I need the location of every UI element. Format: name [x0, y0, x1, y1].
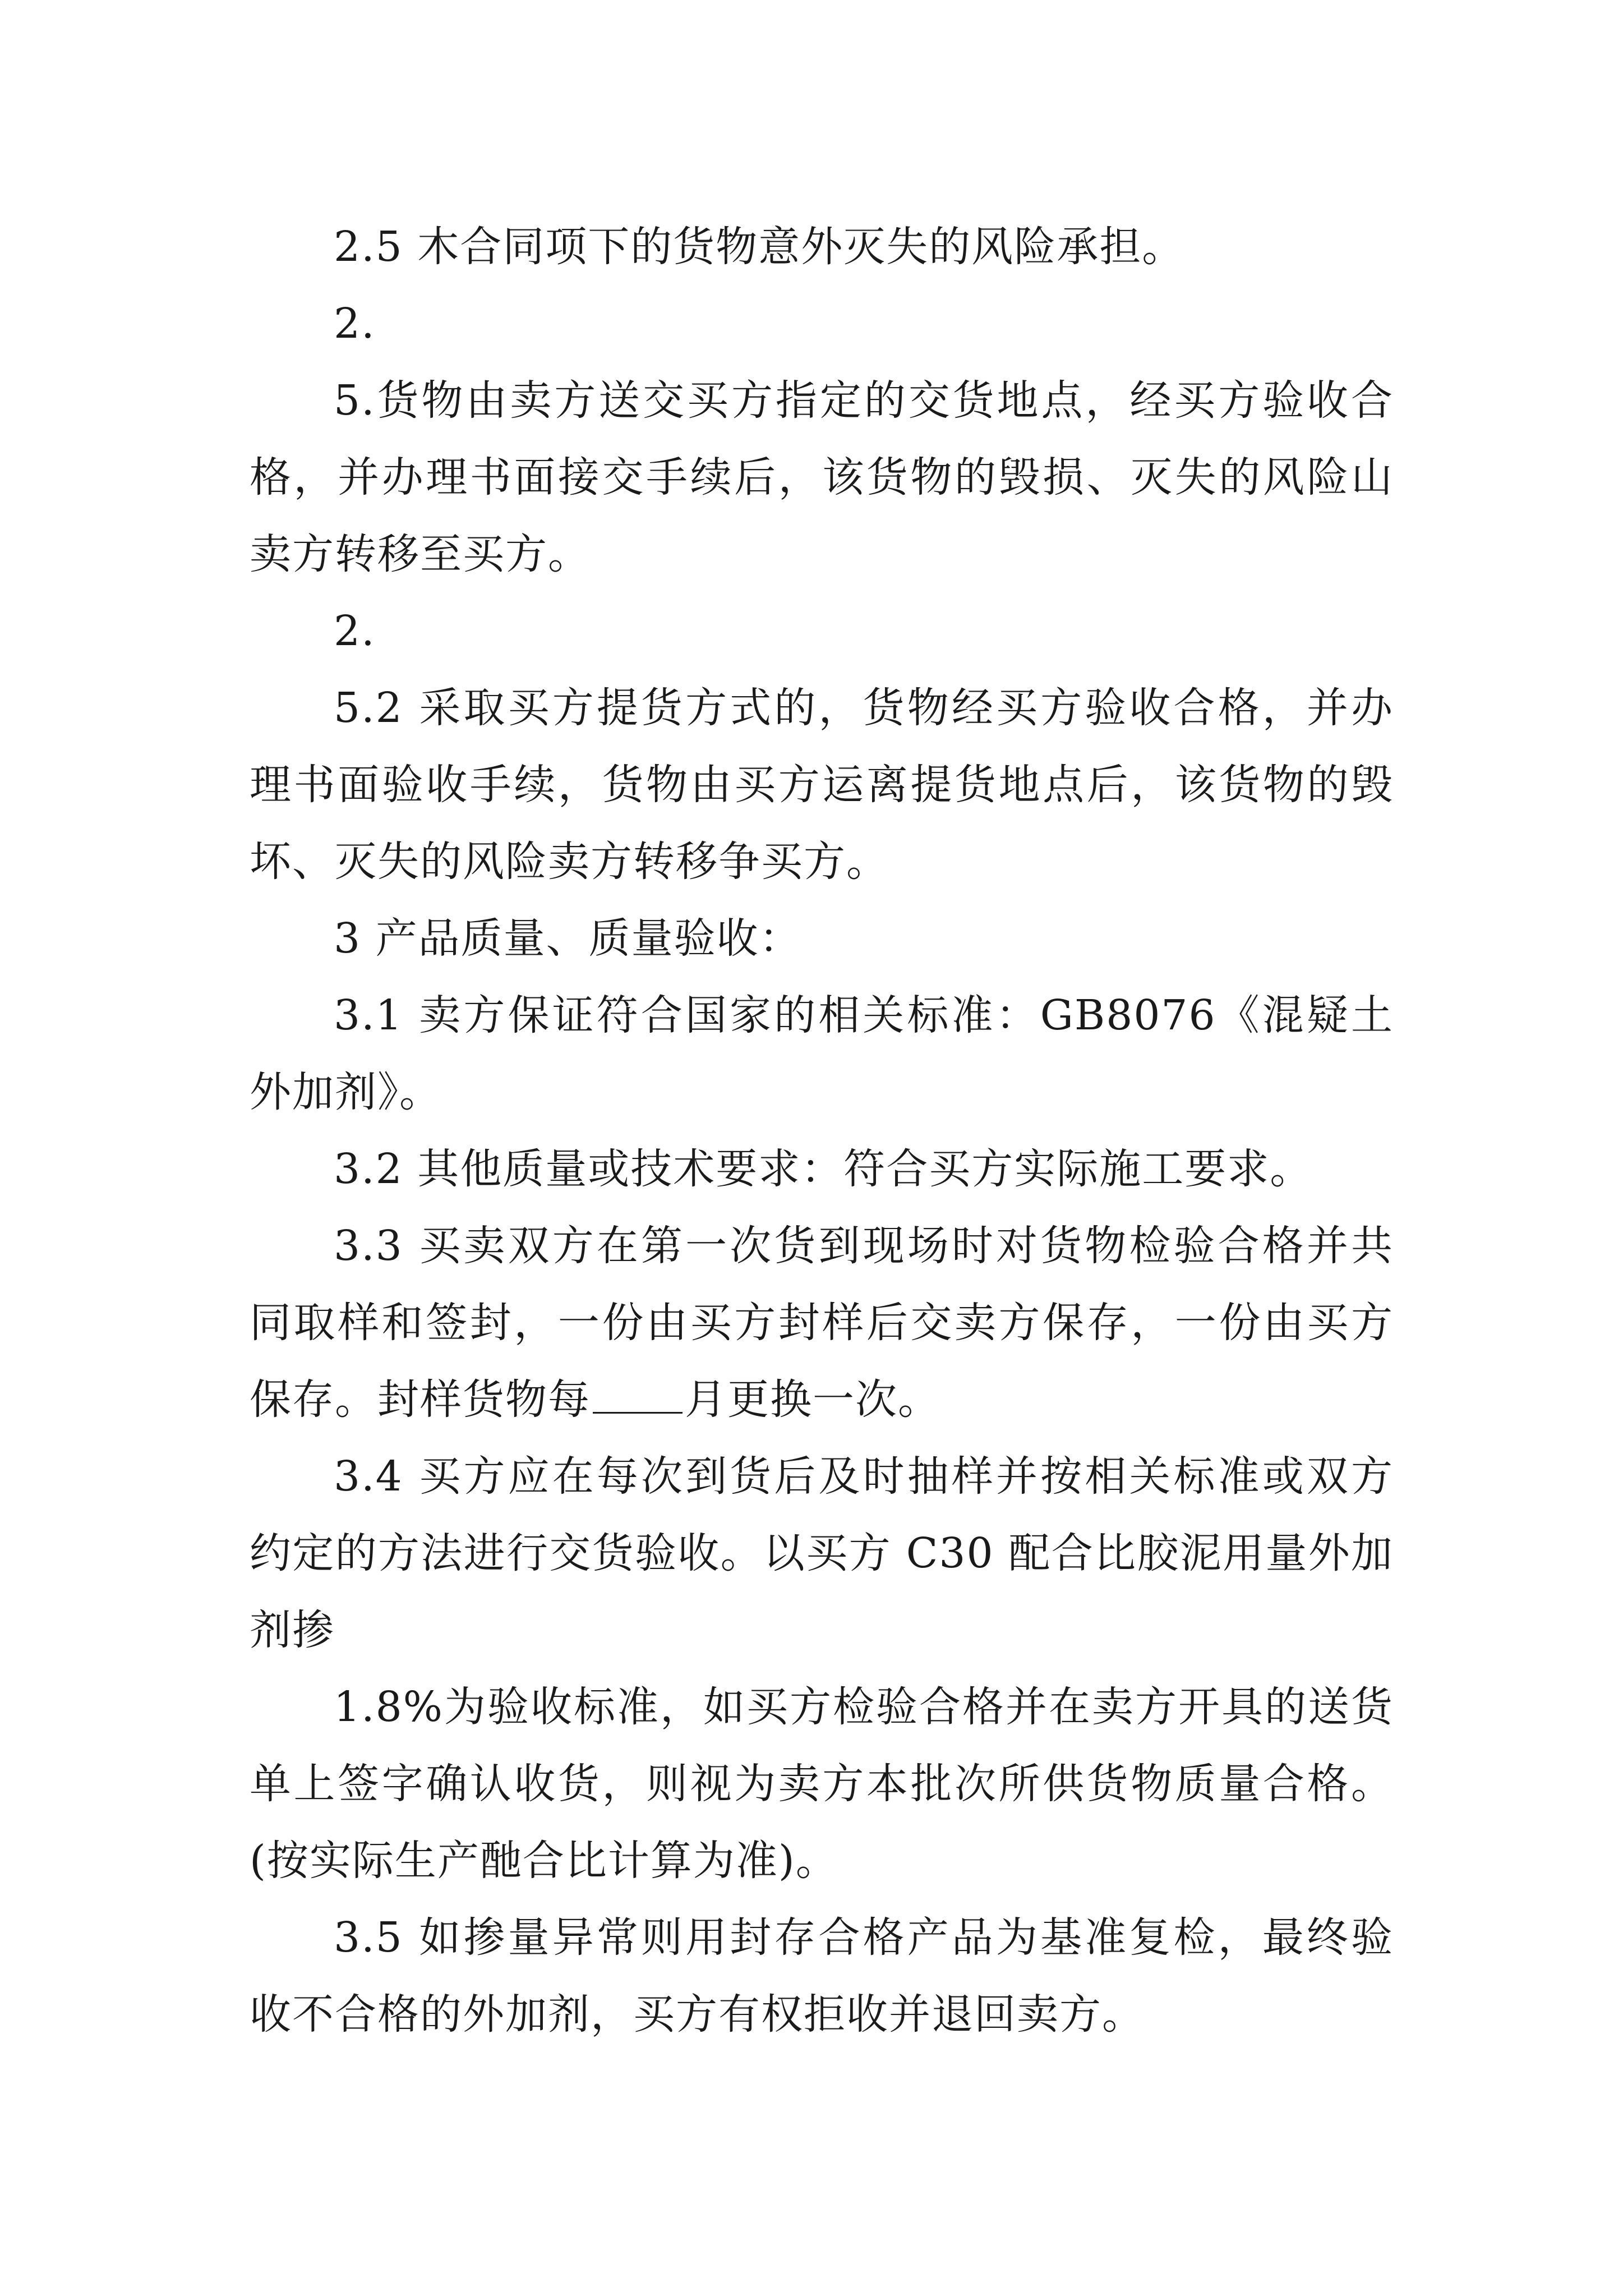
- clause-3-5: 3.5 如掺量异常则用封存合格产品为基准复检，最终验收不合格的外加剂，买方有权拒收并退回卖方。: [250, 1913, 1394, 2039]
- clause-3-3-text-after-blank: 月更换一次。: [685, 1375, 940, 1424]
- clause-number-fragment: 2.: [334, 607, 376, 655]
- clause-5-2-pickup-risk: 5.2 采取买方提货方式的，货物经买方验收合格，并办理书面验收手续，货物由买方运离提货地点后，该货物的毁坏、灭失的风险卖方转移争买方。: [250, 684, 1394, 886]
- clause-3-2: 3.2 其他质量或技术要求：符合买方实际施工要求。: [334, 1145, 1313, 1193]
- clause-2-5: 2.5 木合同项下的货物意外灭失的风险承担。: [334, 223, 1185, 271]
- document-body: [250, 209, 1394, 2053]
- clause-number-fragment: 2.: [334, 300, 376, 348]
- clause-5-delivery-risk: 5.货物由卖方送交买方指定的交货地点，经买方验收合格，并办理书面接交手续后，该货物的毁损、灭失的风险山卖方转移至买方。: [250, 376, 1394, 578]
- clause-3-3-text-before-blank: 3.3 买卖双方在第一次货到现场时对货物检验合格并共同取样和签封，一份由买方封样后交卖方保存，一份由买方保存。封样货物每: [250, 1222, 1394, 1424]
- clause-3-4-continuation: 1.8%为验收标准，如买方检验合格并在卖方开具的送货单上签字确认收货，则视为卖方本批次所供货物质量合格。(按实际生产酏合比计算为准)。: [250, 1683, 1394, 1885]
- fill-in-blank: [593, 1373, 683, 1414]
- clause-3-1: 3.1 卖方保证符合国家的相关标准：GB8076《混疑土外加剂》。: [250, 991, 1394, 1116]
- clause-3-3: [250, 1208, 1394, 1438]
- clause-3-4: 3.4 买方应在每次到货后及时抽样并按相关标准或双方约定的方法进行交货验收。以买方 C30 配合比胶泥用量外加剂掺: [250, 1452, 1394, 1654]
- section-3-heading: 3 产品质量、质量验收：: [334, 914, 802, 963]
